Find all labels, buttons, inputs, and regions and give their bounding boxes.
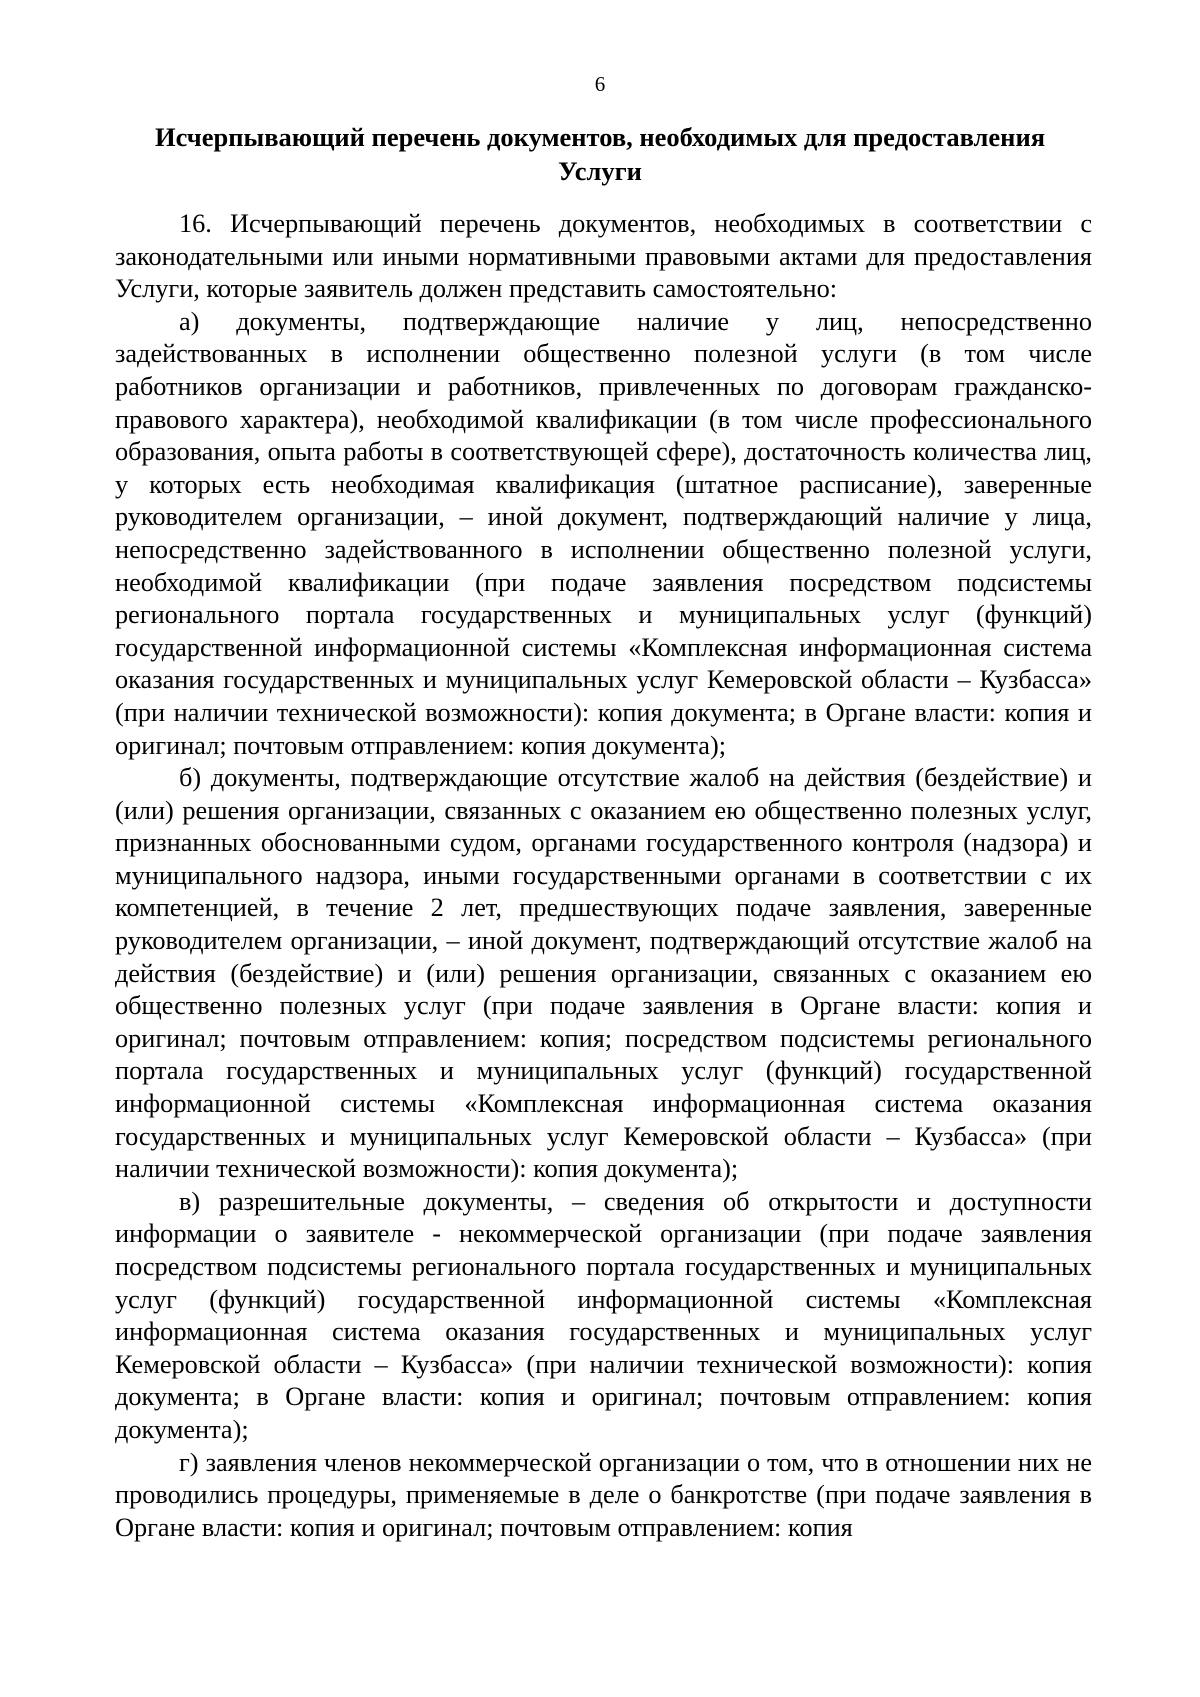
paragraph-item-v: в) разрешительные документы, – сведения об открытости и доступности информации о заявителе - некоммерческой организации (при подаче заявления посредством подсистемы регионального портала государственных и муниципальных услуг (функций) государственной информационной системы «Комплексная информационная система оказания государственных и муниципальных услуг Кемеровской области – Кузбасса» (при наличии технической возможности): копия документа; в Органе власти: копия и оригинал; почтовым отправлением: копия документа); <box>115 1186 1092 1444</box>
paragraph-item-a: а) документы, подтверждающие наличие у лиц, непосредственно задействованных в исполнении общественно полезной услуги (в том числе работников организации и работников, привлеченных по договорам гражданско-правового характера), необходимой квалификации (в том числе профессионального образования, опыта работы в соответствующей сфере), достаточность количества лиц, у которых есть необходимая квалификация (штатное расписание), заверенные руководителем организации, – иной документ, подтверждающий наличие у лица, непосредственно задействованного в исполнении общественно полезной услуги, необходимой квалификации (при подаче заявления посредством подсистемы регионального портала государственных и муниципальных услуг (функций) государственной информационной системы «Комплексная информационная система оказания государственных и муниципальных услуг Кемеровской области – Кузбасса» (при наличии технической возможности): копия документа; в Органе власти: копия и оригинал; почтовым отправлением: копия документа); <box>115 306 1092 760</box>
section-heading: Исчерпывающий перечень документов, необходимых для предоставления Услуги <box>154 122 1046 186</box>
document-body <box>115 208 1092 1544</box>
page-number: 6 <box>594 72 606 96</box>
paragraph-item-g: г) заявления членов некоммерческой организации о том, что в отношении них не проводились процедуры, применяемые в деле о банкротстве (при подаче заявления в Органе власти: копия и оригинал; почтовым отправлением: копия <box>115 1447 1092 1542</box>
paragraph-item-b: б) документы, подтверждающие отсутствие жалоб на действия (бездействие) и (или) решения организации, связанных с оказанием ею общественно полезных услуг, признанных обоснованными судом, органами государственного контроля (надзора) и муниципального надзора, иными государственными органами в соответствии с их компетенцией, в течение 2 лет, предшествующих подаче заявления, заверенные руководителем организации, – иной документ, подтверждающий отсутствие жалоб на действия (бездействие) и (или) решения организации, связанных с оказанием ею общественно полезных услуг (при подаче заявления в Органе власти: копия и оригинал; почтовым отправлением: копия; посредством подсистемы регионального портала государственных и муниципальных услуг (функций) государственной информационной системы «Комплексная информационная система оказания государственных и муниципальных услуг Кемеровской области – Кузбасса» (при наличии технической возможности): копия документа); <box>115 763 1092 1184</box>
paragraph-16: 16. Исчерпывающий перечень документов, необходимых в соответствии с законодательными или иными нормативными правовыми актами для предоставления Услуги, которые заявитель должен представить самостоятельно: <box>115 209 1092 304</box>
